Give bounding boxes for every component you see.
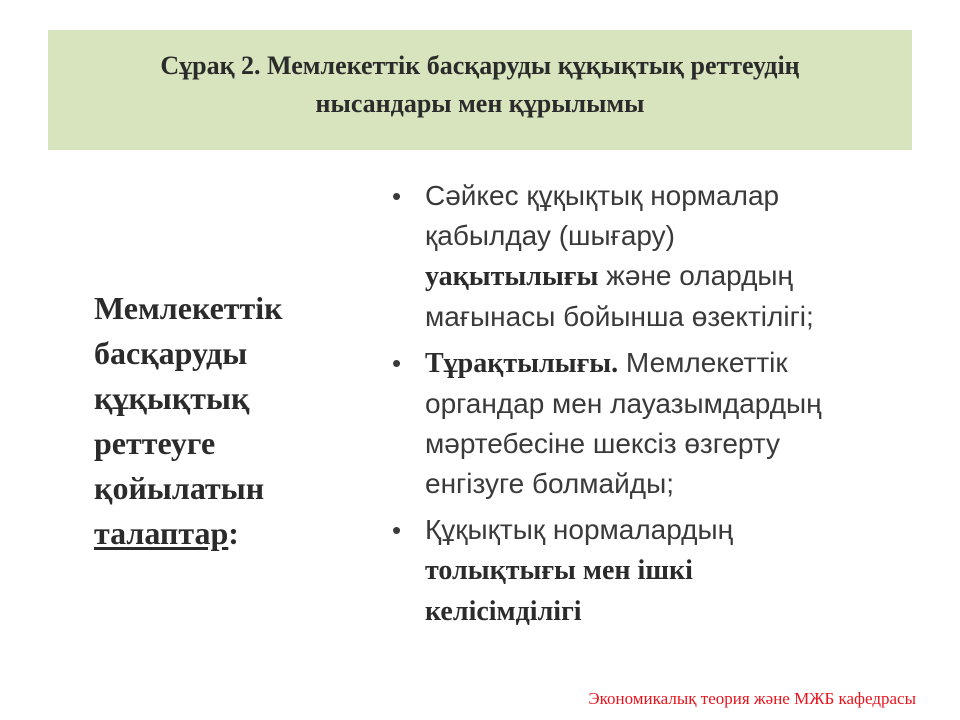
item-2-line-2: органдар мен лауазымдардың [425,388,822,419]
item-3-line-2 [425,550,912,591]
slide-title-line-2: нысандары мен құрылымы [315,89,645,118]
heading-line-1: Мемлекеттік [94,290,283,326]
bullet-icon: • [392,515,402,545]
slide-title [48,47,912,123]
item-1-line-2: қабылдау (шығару) [425,220,675,251]
department-footer: Экономикалық теория және МЖБ кафедрасы [588,689,916,708]
item-2-line-4: енгізуге болмайды; [425,468,674,499]
bullet-icon: • [392,181,402,211]
item-3-bold-term-1: толықтығы мен ішкі [425,555,693,586]
item-3-bold-term-2: келісімділігі [425,596,582,627]
heading-colon: : [228,515,239,551]
item-2-line-1 [425,343,912,384]
list-item [392,510,912,632]
item-1-line-3-rest: және олардың [598,260,794,291]
heading-line-6 [94,511,334,556]
heading-line-2: басқаруды [94,335,248,371]
item-2-line-3: мәртебесіне шексіз өзгерту [425,428,780,459]
title-band [48,30,912,150]
item-2-line-1-rest: Мемлекеттік [618,347,788,378]
item-1-line-4: мағынасы бойынша өзектілігі; [425,301,814,332]
item-3-line-1: Құқықтық нормалардың [425,514,734,545]
slide-title-line-1: Сұрақ 2. Мемлекеттік басқаруды құқықтық реттеудің [160,51,800,80]
item-2-bold-term: Тұрақтылығы. [425,348,619,379]
list-item [392,343,912,504]
item-1-bold-term: уақытылығы [425,261,599,292]
item-1-line-3 [425,256,912,297]
heading-line-5: қойылатын [94,470,265,506]
heading-line-3: құқықтық [94,380,250,416]
heading-line-4: реттеуге [94,425,216,461]
item-3-line-3 [425,591,912,632]
list-item [392,176,912,337]
bullet-icon: • [392,348,402,378]
requirements-list [392,176,912,638]
heading-underlined-word: талаптар [94,515,229,551]
item-1-line-1: Сәйкес құқықтық нормалар [425,180,780,211]
requirements-heading [94,286,334,556]
